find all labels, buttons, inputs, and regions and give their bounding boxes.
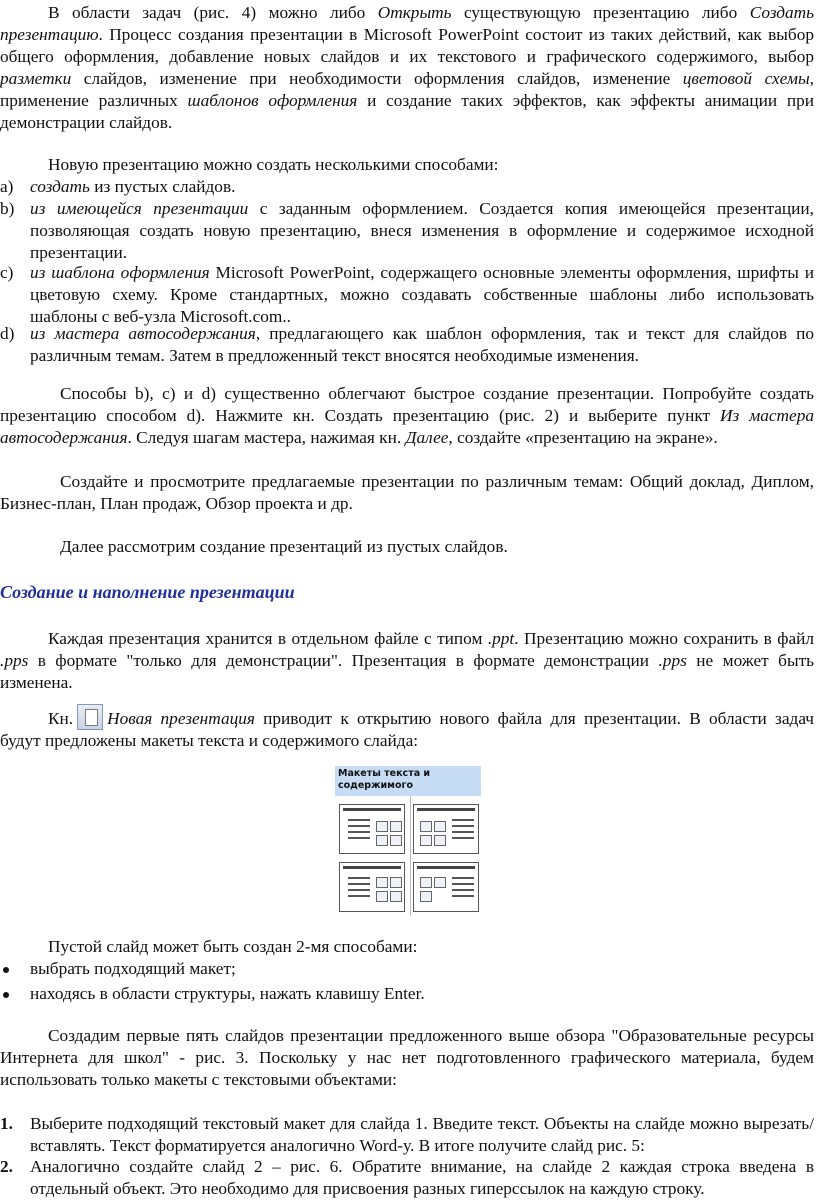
method-term: создать bbox=[30, 177, 90, 196]
text-run: Способы b), c) и d) существенно облегчают быстрое создание презентации. Попробуйте создать презентацию способом d). Нажмите кн. Создать презентацию (рис. 2) и выберите пункт bbox=[0, 384, 814, 425]
step-item bbox=[0, 1113, 814, 1157]
empty-slide-paragraph bbox=[0, 936, 814, 958]
text-run: . Процесс создания презентации в Microsoft PowerPoint состоит из таких действий, как выбор общего оформления, добавление новых слайдов и их текстового и графического содержимого, выбор bbox=[0, 25, 814, 66]
topics-text: Создайте и просмотрите предлагаемые презентации по различным темам: Общий доклад, Диплом, Бизнес-план, План продаж, Обзор проекта и др. bbox=[0, 472, 814, 513]
step-number: 2. bbox=[0, 1157, 13, 1176]
bullet-dot bbox=[3, 992, 9, 998]
method-item-a bbox=[0, 176, 814, 198]
text-run: В области задач (рис. 4) можно либо bbox=[48, 3, 378, 22]
new-presentation-icon bbox=[77, 704, 103, 730]
method-term: из шаблона оформления bbox=[30, 263, 210, 282]
wizard-paragraph bbox=[0, 383, 814, 449]
term-new-presentation: Новая презентация bbox=[107, 709, 255, 728]
step-text: Выберите подходящий текстовый макет для слайда 1. Введите текст. Объекты на слайде можно вырезать/вставлять. Текст форматируется аналогично Word-у. В итоге получите слайд рис. 5: bbox=[30, 1114, 814, 1155]
file-types-paragraph bbox=[0, 628, 814, 694]
step-number: 1. bbox=[0, 1114, 13, 1133]
text-run: . Презентацию можно сохранить в файл bbox=[514, 629, 814, 648]
layout-thumbnail[interactable] bbox=[339, 862, 405, 912]
term-open: Открыть bbox=[377, 3, 452, 22]
method-term: из мастера автосодержания bbox=[30, 324, 256, 343]
new-presentation-paragraph bbox=[0, 704, 814, 752]
intro-paragraph bbox=[0, 2, 814, 134]
text-run: , создайте «презентацию на экране». bbox=[448, 428, 718, 447]
overview-paragraph bbox=[0, 1025, 814, 1091]
bullet-item bbox=[0, 983, 814, 1005]
text-run: существующую презентацию либо bbox=[451, 3, 750, 22]
bullet-text: выбрать подходящий макет; bbox=[30, 959, 236, 978]
layout-thumbnail[interactable] bbox=[413, 862, 479, 912]
method-text: из пустых слайдов. bbox=[89, 177, 236, 196]
step-item bbox=[0, 1156, 814, 1200]
list-marker: c) bbox=[0, 263, 14, 282]
ext-pps: .pps bbox=[658, 651, 687, 670]
method-item-b bbox=[0, 198, 814, 264]
overview-text: Создадим первые пять слайдов презентации предложенного выше обзора "Образовательные ресурсы Интернета для школ" - рис. 3. Поскольку у нас нет подготовленного графического материала, будем использовать только макеты с текстовыми объектами: bbox=[0, 1026, 814, 1089]
topics-paragraph bbox=[0, 471, 814, 515]
method-item-d bbox=[0, 323, 814, 367]
empty-slide-text: Пустой слайд может быть создан 2-мя способами: bbox=[48, 937, 418, 956]
term-templates: шаблонов оформления bbox=[187, 91, 358, 110]
text-run: не может быть изменена. bbox=[0, 651, 814, 692]
text-run: слайдов, изменение при необходимости оформления слайдов, изменение bbox=[71, 69, 683, 88]
text-run: , применение различных bbox=[0, 69, 814, 110]
method-text: Microsoft PowerPoint, содержащего основные элементы оформления, шрифты и цветовую схему. Кроме стандартных, можно создавать собственные шаблоны либо использовать шаблоны с веб-узла Microsoft.com.. bbox=[30, 263, 814, 326]
layouts-panel bbox=[335, 766, 481, 916]
bullet-item bbox=[0, 958, 814, 980]
text-run: в формате "только для демонстрации". Презентация в формате демонстрации bbox=[28, 651, 659, 670]
blank-slides-paragraph bbox=[0, 536, 814, 558]
term-next: Далее bbox=[405, 428, 449, 447]
panel-divider bbox=[410, 796, 411, 916]
list-marker: a) bbox=[0, 177, 14, 196]
methods-intro bbox=[0, 154, 814, 176]
methods-intro-text: Новую презентацию можно создать несколькими способами: bbox=[48, 155, 499, 174]
method-term: из имеющейся презентации bbox=[30, 199, 249, 218]
term-layout: разметки bbox=[0, 69, 72, 88]
blank-slides-text: Далее рассмотрим создание презентаций из пустых слайдов. bbox=[60, 537, 508, 556]
text-run: . Следуя шагам мастера, нажимая кн. bbox=[127, 428, 406, 447]
layout-thumbnail[interactable] bbox=[413, 804, 479, 854]
text-run: и создание таких эффектов, как эффекты анимации при демонстрации слайдов. bbox=[0, 91, 814, 132]
step-text: Аналогично создайте слайд 2 – рис. 6. Обратите внимание, на слайде 2 каждая строка введена в отдельный объект. Это необходимо для присвоения разных гиперссылок на каждую строку. bbox=[30, 1157, 814, 1198]
text-run: приводит к открытию нового файла для презентации. В области задач будут предложены макеты текста и содержимого слайда: bbox=[0, 709, 814, 750]
method-item-c bbox=[0, 262, 814, 328]
bullet-dot bbox=[3, 967, 9, 973]
ext-ppt: .ppt bbox=[487, 629, 515, 648]
method-text: с заданным оформлением. Создается копия имеющейся презентации, позволяющая создать новую презентацию, внеся изменения в оформление и содержимое исходной презентации. bbox=[30, 199, 814, 262]
method-text: , предлагающего как шаблон оформления, так и текст для слайдов по различным темам. Затем в предложенный текст вносятся необходимые изменения. bbox=[30, 324, 814, 365]
text-run: Каждая презентация хранится в отдельном файле с типом bbox=[48, 629, 488, 648]
list-marker: d) bbox=[0, 324, 15, 343]
text-run: Кн. bbox=[48, 709, 74, 728]
term-create: Создать презентацию bbox=[0, 3, 814, 44]
layouts-panel-title: Макеты текста и содержимого bbox=[335, 766, 481, 796]
layout-thumbnail[interactable] bbox=[339, 804, 405, 854]
list-marker: b) bbox=[0, 199, 15, 218]
bullet-text: находясь в области структуры, нажать клавишу Enter. bbox=[30, 984, 425, 1003]
section-heading: Создание и наполнение презентации bbox=[0, 582, 295, 602]
ext-pps: .pps bbox=[0, 651, 29, 670]
term-color-scheme: цветовой схемы bbox=[682, 69, 810, 88]
term-wizard: Из мастера автосодержания bbox=[0, 406, 814, 447]
